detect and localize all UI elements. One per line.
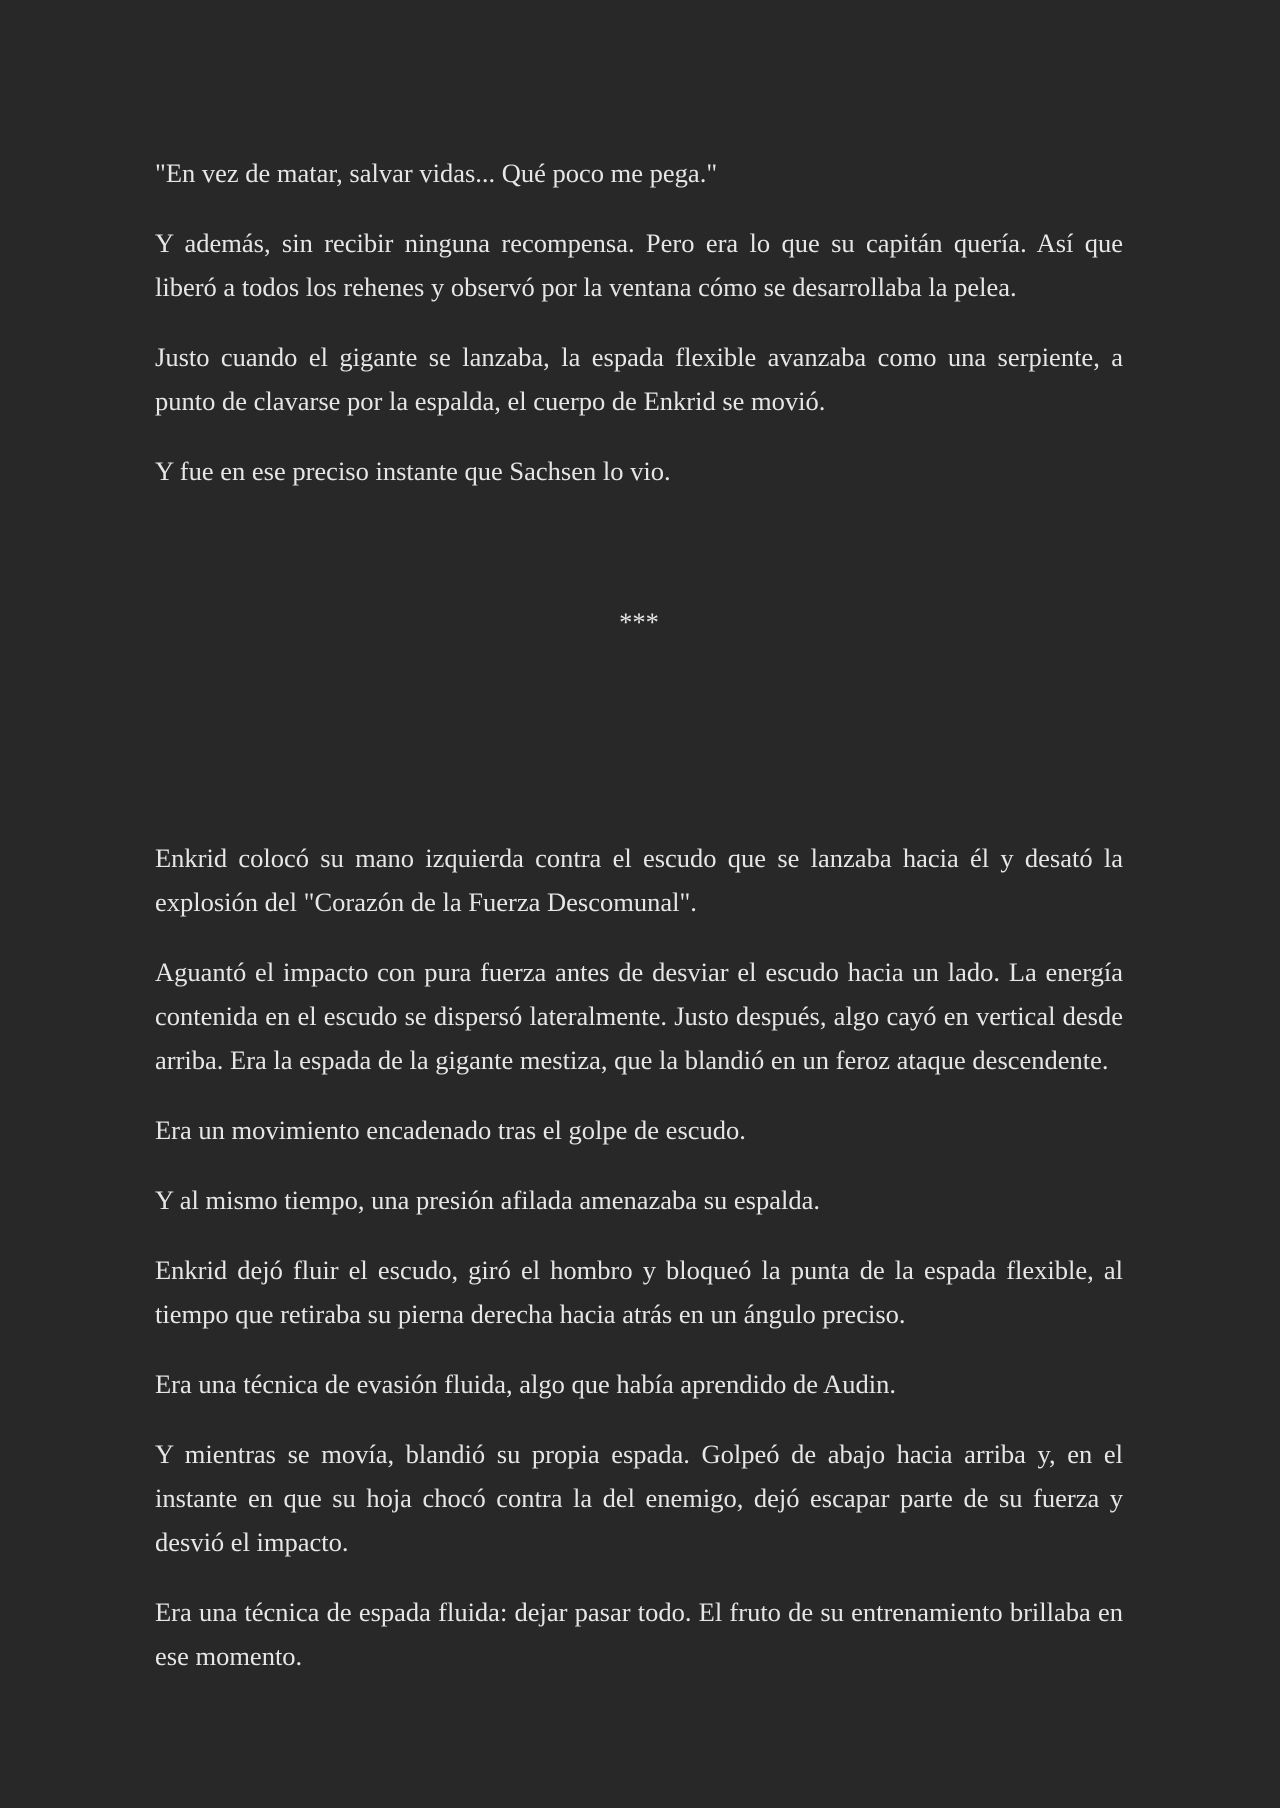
paragraph: Y al mismo tiempo, una presión afilada amenazaba su espalda. <box>155 1185 820 1215</box>
paragraph: Y fue en ese preciso instante que Sachsen lo vio. <box>155 456 671 486</box>
paragraph: Era una técnica de espada fluida: dejar pasar todo. El fruto de su entrenamiento brillaba en ese momento. <box>155 1597 1123 1671</box>
paragraph: Enkrid dejó fluir el escudo, giró el hombro y bloqueó la punta de la espada flexible, al tiempo que retiraba su pierna derecha hacia atrás en un ángulo preciso. <box>155 1255 1123 1329</box>
paragraph: Y mientras se movía, blandió su propia espada. Golpeó de abajo hacia arriba y, en el instante en que su hoja chocó contra la del enemigo, dejó escapar parte de su fuerza y desvió el impacto. <box>155 1439 1123 1557</box>
paragraph: Era un movimiento encadenado tras el golpe de escudo. <box>155 1115 746 1145</box>
paragraph: Enkrid colocó su mano izquierda contra el escudo que se lanzaba hacia él y desató la explosión del "Corazón de la Fuerza Descomunal". <box>155 843 1123 917</box>
paragraph: Era una técnica de evasión fluida, algo que había aprendido de Audin. <box>155 1369 896 1399</box>
paragraph: Justo cuando el gigante se lanzaba, la espada flexible avanzaba como una serpiente, a punto de clavarse por la espalda, el cuerpo de Enkrid se movió. <box>155 342 1123 416</box>
paragraph: "En vez de matar, salvar vidas... Qué poco me pega." <box>155 158 718 188</box>
paragraph: Y además, sin recibir ninguna recompensa. Pero era lo que su capitán quería. Así que liberó a todos los rehenes y observó por la ventana cómo se desarrollaba la pelea. <box>155 228 1123 302</box>
reader-content <box>155 151 1123 1678</box>
separator-asterisks: *** <box>619 607 659 637</box>
section-one <box>155 151 1123 493</box>
paragraph: Aguantó el impacto con pura fuerza antes de desviar el escudo hacia un lado. La energía contenida en el escudo se dispersó lateralmente. Justo después, algo cayó en vertical desde arriba. Era la espada de la gigante mestiza, que la blandió en un feroz ataque descendente. <box>155 957 1123 1075</box>
scene-separator <box>155 600 1123 680</box>
section-two <box>155 836 1123 1678</box>
